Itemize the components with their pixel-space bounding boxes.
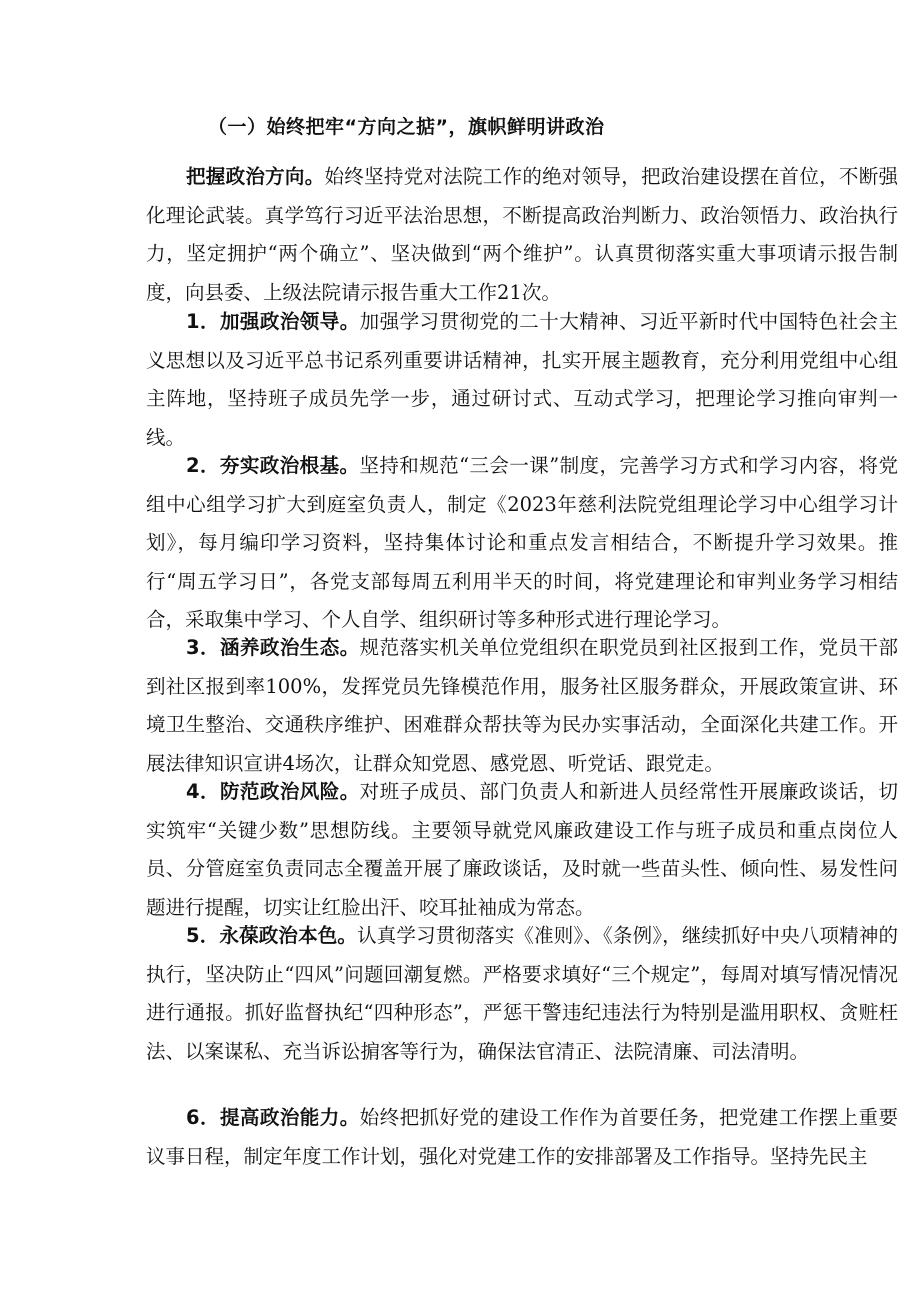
- paragraph-item-4: [146, 773, 898, 927]
- paragraph-item-5: [146, 917, 898, 1071]
- paragraph-lead: 5．永葆政治本色。: [186, 924, 358, 947]
- paragraph-text: 坚持和规范“三会一课”制度，完善学习方式和学习内容，将党组中心组学习扩大到庭室负责人，制定《2023年慈利法院党组理论学习中心组学习计划》，每月编印学习资料，坚持集体讨论和重点发言相结合，不断提升学习效果。推行“周五学习日”，各党支部每周五利用半天的时间，将党建理论和审判业务学习相结合，采取集中学习、个人自学、组织研讨等多种形式进行理论学习。: [146, 454, 898, 631]
- paragraph-lead: 2．夯实政治根基。: [186, 454, 360, 477]
- paragraph-lead: 6．提高政治能力。: [186, 1106, 360, 1129]
- paragraph-text: 加强学习贯彻党的二十大精神、习近平新时代中国特色社会主义思想以及习近平总书记系列重要讲话精神，扎实开展主题教育，充分利用党组中心组主阵地，坚持班子成员先学一步，通过研讨式、互动式学习，把理论学习推向审判一线。: [146, 310, 898, 449]
- paragraph-lead: 3．涵养政治生态。: [186, 636, 360, 659]
- paragraph-text: 对班子成员、部门负责人和新进人员经常性开展廉政谈话，切实筑牢“关键少数”思想防线。主要领导就党风廉政建设工作与班子成员和重点岗位人员、分管庭室负责同志全覆盖开展了廉政谈话，及时就一些苗头性、倾向性、易发性问题进行提醒，切实让红脸出汗、咬耳扯袖成为常态。: [146, 780, 898, 919]
- paragraph-item-6: [146, 1099, 898, 1179]
- paragraph-item-3: [146, 629, 898, 783]
- paragraph-text: 认真学习贯彻落实《准则》、《条例》，继续抓好中央八项精神的执行，坚决防止“四风”问题回潮复燃。严格要求填好“三个规定”，每周对填写情况情况进行通报。抓好监督执纪“四种形态”，严惩干警违纪违法行为特别是滥用职权、贪赃枉法、以案谋私、充当诉讼掮客等行为，确保法官清正、法院清廉、司法清明。: [146, 924, 898, 1063]
- paragraph-lead: 把握政治方向。: [186, 165, 325, 188]
- section-heading: （一）始终把牢“方向之掂”，旗帜鲜明讲政治: [208, 116, 605, 138]
- paragraph-political-direction: [146, 158, 898, 312]
- paragraph-lead: 1．加强政治领导。: [186, 310, 360, 333]
- paragraph-item-1: [146, 303, 898, 457]
- paragraph-text: 始终把抓好党的建设工作作为首要任务，把党建工作摆上重要议事日程，制定年度工作计划，强化对党建工作的安排部署及工作指导。坚持先民主: [146, 1106, 898, 1168]
- paragraph-text: 始终坚持党对法院工作的绝对领导，把政治建设摆在首位，不断强化理论武装。真学笃行习近平法治思想，不断提高政治判断力、政治领悟力、政治执行力，坚定拥护“两个确立”、坚决做到“两个维护”。认真贯彻落实重大事项请示报告制度，向县委、上级法院请示报告重大工作21次。: [146, 165, 898, 304]
- paragraph-text: 规范落实机关单位党组织在职党员到社区报到工作，党员干部到社区报到率100%，发挥党员先锋模范作用，服务社区服务群众，开展政策宣讲、环境卫生整治、交通秩序维护、困难群众帮扶等为民办实事活动，全面深化共建工作。开展法律知识宣讲4场次，让群众知党恩、感党恩、听党话、跟党走。: [146, 636, 898, 775]
- paragraph-lead: 4．防范政治风险。: [186, 780, 360, 803]
- paragraph-item-2: [146, 447, 898, 640]
